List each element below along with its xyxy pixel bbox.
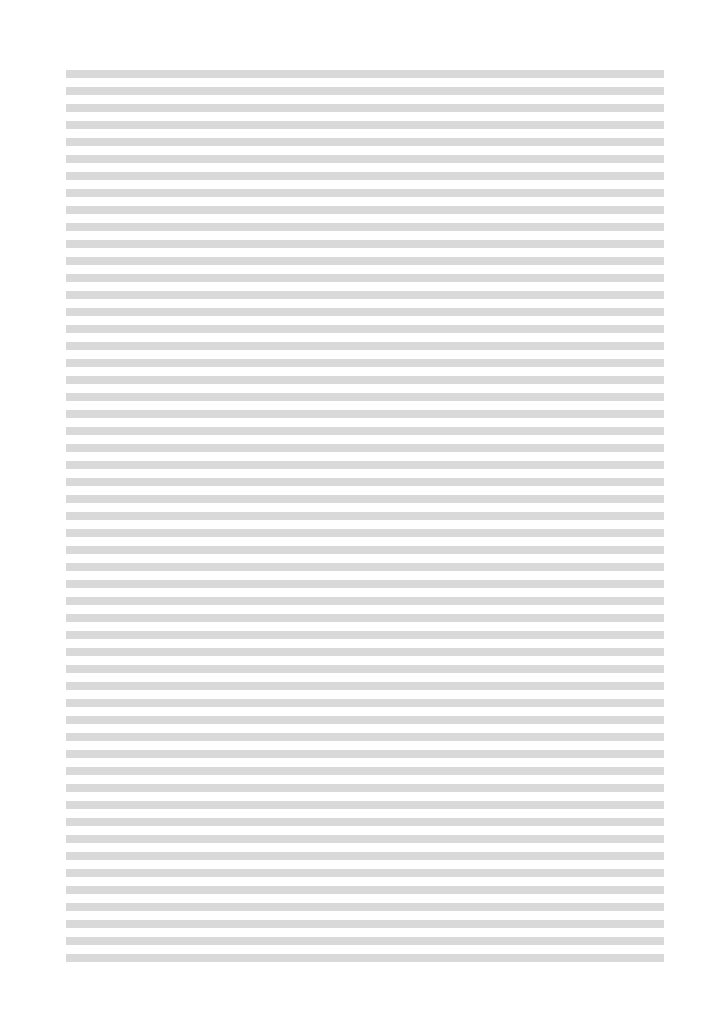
garbled-text-block (66, 66, 664, 964)
